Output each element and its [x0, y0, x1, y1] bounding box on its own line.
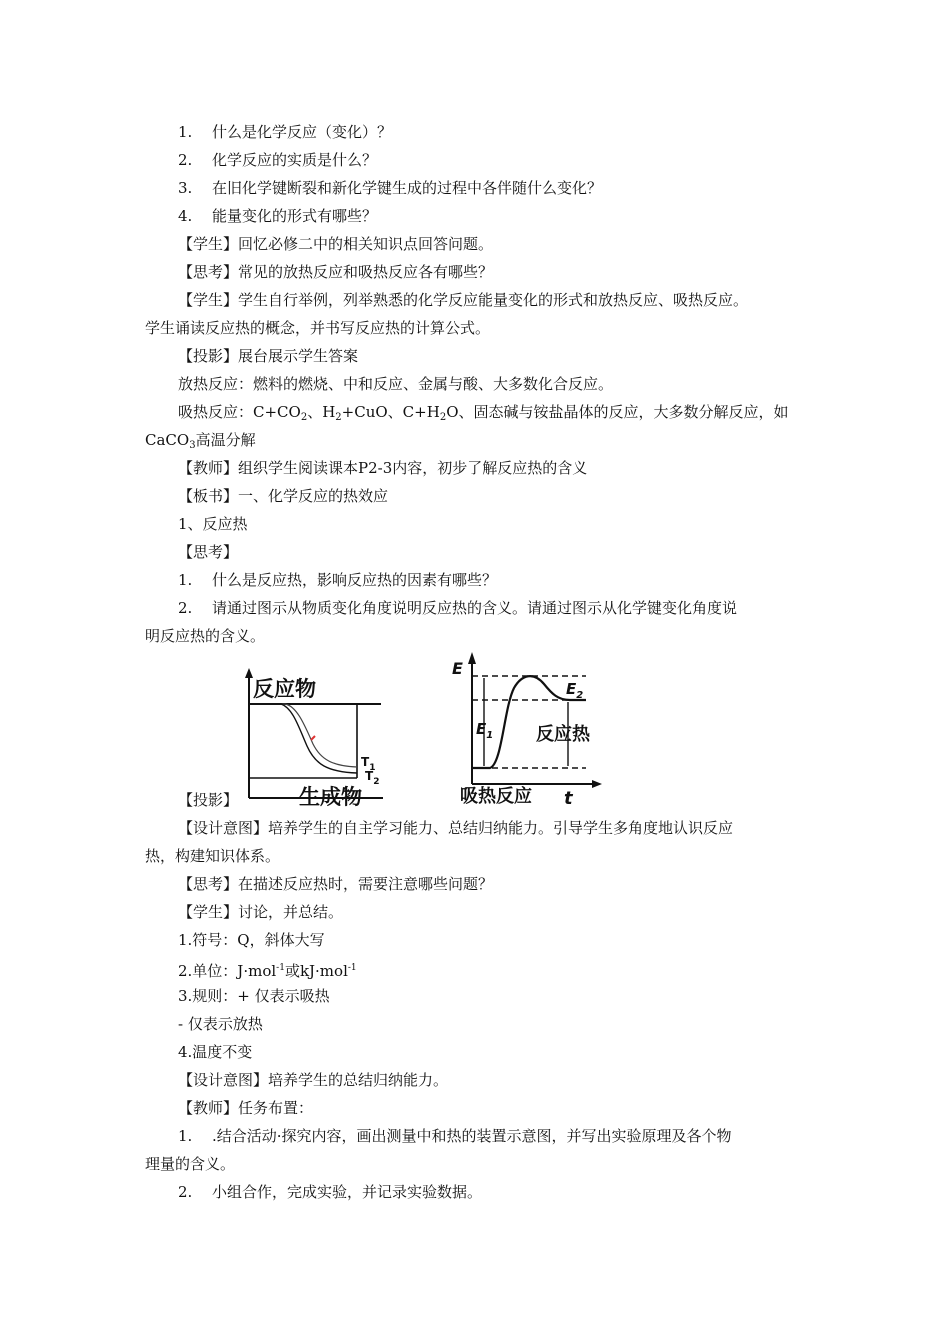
list-text: .结合活动·探究内容，画出测量中和热的装置示意图，并写出实验原理及各个物 — [212, 1127, 732, 1145]
subscript: 2 — [335, 412, 342, 423]
list-text: 能量变化的形式有哪些？ — [212, 207, 378, 225]
teacher-2: 【教师】任务布置： — [178, 1099, 314, 1117]
energy-axis-label: E — [452, 659, 463, 678]
y-axis-arrow — [468, 652, 476, 664]
list-number: 2. — [178, 151, 193, 169]
design-intent-1: 【设计意图】培养学生的自主学习能力、总结归纳能力。引导学生多角度地认识反应 — [178, 819, 734, 837]
summary-unit — [178, 958, 357, 981]
summary-symbol: 1.符号：Q，斜体大写 — [178, 931, 325, 949]
endothermic-label: 吸热反应 — [460, 786, 532, 807]
x-axis-arrow — [592, 780, 602, 788]
subscript: 3 — [189, 440, 196, 451]
question-2 — [178, 150, 377, 170]
think-2-q2 — [178, 598, 737, 618]
list-text: 什么是反应热，影响反应热的因素有哪些？ — [212, 571, 498, 589]
list-text: 化学反应的实质是什么？ — [212, 151, 378, 169]
list-number: 3. — [178, 179, 193, 197]
think-2-q2-cont: 明反应热的含义。 — [145, 627, 266, 645]
y-axis-arrow — [245, 668, 253, 678]
text-part: CaCO — [145, 431, 190, 449]
summary-rule-cont: - 仅表示放热 — [178, 1015, 263, 1033]
text-part: 或kJ·mol — [284, 962, 348, 980]
design-intent-2: 【设计意图】培养学生的总结归纳能力。 — [178, 1071, 449, 1089]
think-2-q1 — [178, 570, 497, 590]
list-number: 4. — [178, 207, 193, 225]
text-part: 2.单位：J·mol — [178, 962, 277, 980]
e1-label: $E_1$ — [476, 720, 494, 741]
reaction-heat-label: 反应热 — [536, 724, 590, 745]
subscript: 2 — [300, 412, 308, 423]
list-text: 什么是化学反应（变化）？ — [212, 123, 393, 141]
exothermic-examples: 放热反应：燃料的燃烧、中和反应、金属与酸、大多数化合反应。 — [178, 375, 614, 393]
summary-temperature: 4.温度不变 — [178, 1043, 253, 1061]
student-answer-2-cont: 学生诵读反应热的概念，并书写反应热的计算公式。 — [145, 319, 491, 337]
text-part: +CuO、C+H — [341, 403, 440, 421]
time-axis-label: t — [564, 788, 573, 808]
question-4 — [178, 206, 377, 226]
task-2 — [178, 1182, 482, 1202]
projection-1: 【投影】展台展示学生答案 — [178, 347, 359, 365]
question-1 — [178, 122, 392, 142]
task-1-cont: 理量的含义。 — [145, 1155, 236, 1173]
think-3: 【思考】在描述反应热时，需要注意哪些问题？ — [178, 875, 494, 893]
think-1: 【思考】常见的放热反应和吸热反应各有哪些？ — [178, 263, 494, 281]
text-part: 、H — [307, 403, 336, 421]
superscript: -1 — [276, 963, 285, 973]
t1-label: $T_1$ — [361, 755, 376, 773]
list-number: 1. — [178, 1127, 193, 1145]
question-3 — [178, 178, 602, 198]
list-number: 2. — [178, 599, 193, 617]
subscript: 2 — [439, 412, 447, 423]
design-intent-1-cont: 热，构建知识体系。 — [145, 847, 281, 865]
endothermic-examples — [178, 402, 789, 428]
list-number: 1. — [178, 123, 193, 141]
product-label: 生成物 — [299, 785, 362, 808]
superscript: -1 — [347, 963, 357, 973]
think-2: 【思考】 — [178, 543, 239, 561]
list-number: 2. — [178, 1183, 193, 1201]
text-part: O、固态碱与铵盐晶体的反应，大多数分解反应，如 — [446, 403, 789, 421]
reaction-heat-figure-2 — [450, 648, 615, 808]
list-number: 1. — [178, 571, 193, 589]
list-text: 小组合作，完成实验，并记录实验数据。 — [212, 1183, 483, 1201]
student-answer-2: 【学生】学生自行举例，列举熟悉的化学反应能量变化的形式和放热反应、吸热反应。 — [178, 291, 749, 309]
endothermic-examples-cont — [145, 430, 256, 456]
board-note: 【板书】一、化学反应的热效应 — [178, 487, 389, 505]
teacher-1: 【教师】组织学生阅读课本P2-3内容，初步了解反应热的含义 — [178, 459, 588, 477]
summary-rule: 3.规则：+ 仅表示吸热 — [178, 987, 330, 1005]
text-part: 高温分解 — [195, 431, 256, 449]
curve-t2 — [249, 704, 357, 773]
text-part: 吸热反应：C+CO — [178, 403, 301, 421]
e2-label: $E_2$ — [566, 680, 584, 701]
student-answer-1: 【学生】回忆必修二中的相关知识点回答问题。 — [178, 235, 494, 253]
student-answer-3: 【学生】讨论，并总结。 — [178, 903, 344, 921]
task-1 — [178, 1126, 732, 1146]
reaction-heat-figure-1 — [235, 666, 390, 808]
projection-2: 【投影】 — [178, 791, 239, 809]
list-text: 请通过图示从物质变化角度说明反应热的含义。请通过图示从化学键变化角度说 — [212, 599, 738, 617]
red-mark — [311, 736, 315, 740]
section-heading: 1、反应热 — [178, 515, 248, 533]
list-text: 在旧化学键断裂和新化学键生成的过程中各伴随什么变化？ — [212, 179, 603, 197]
reactant-label: 反应物 — [253, 677, 316, 701]
t2-label: $T_2$ — [365, 769, 380, 787]
